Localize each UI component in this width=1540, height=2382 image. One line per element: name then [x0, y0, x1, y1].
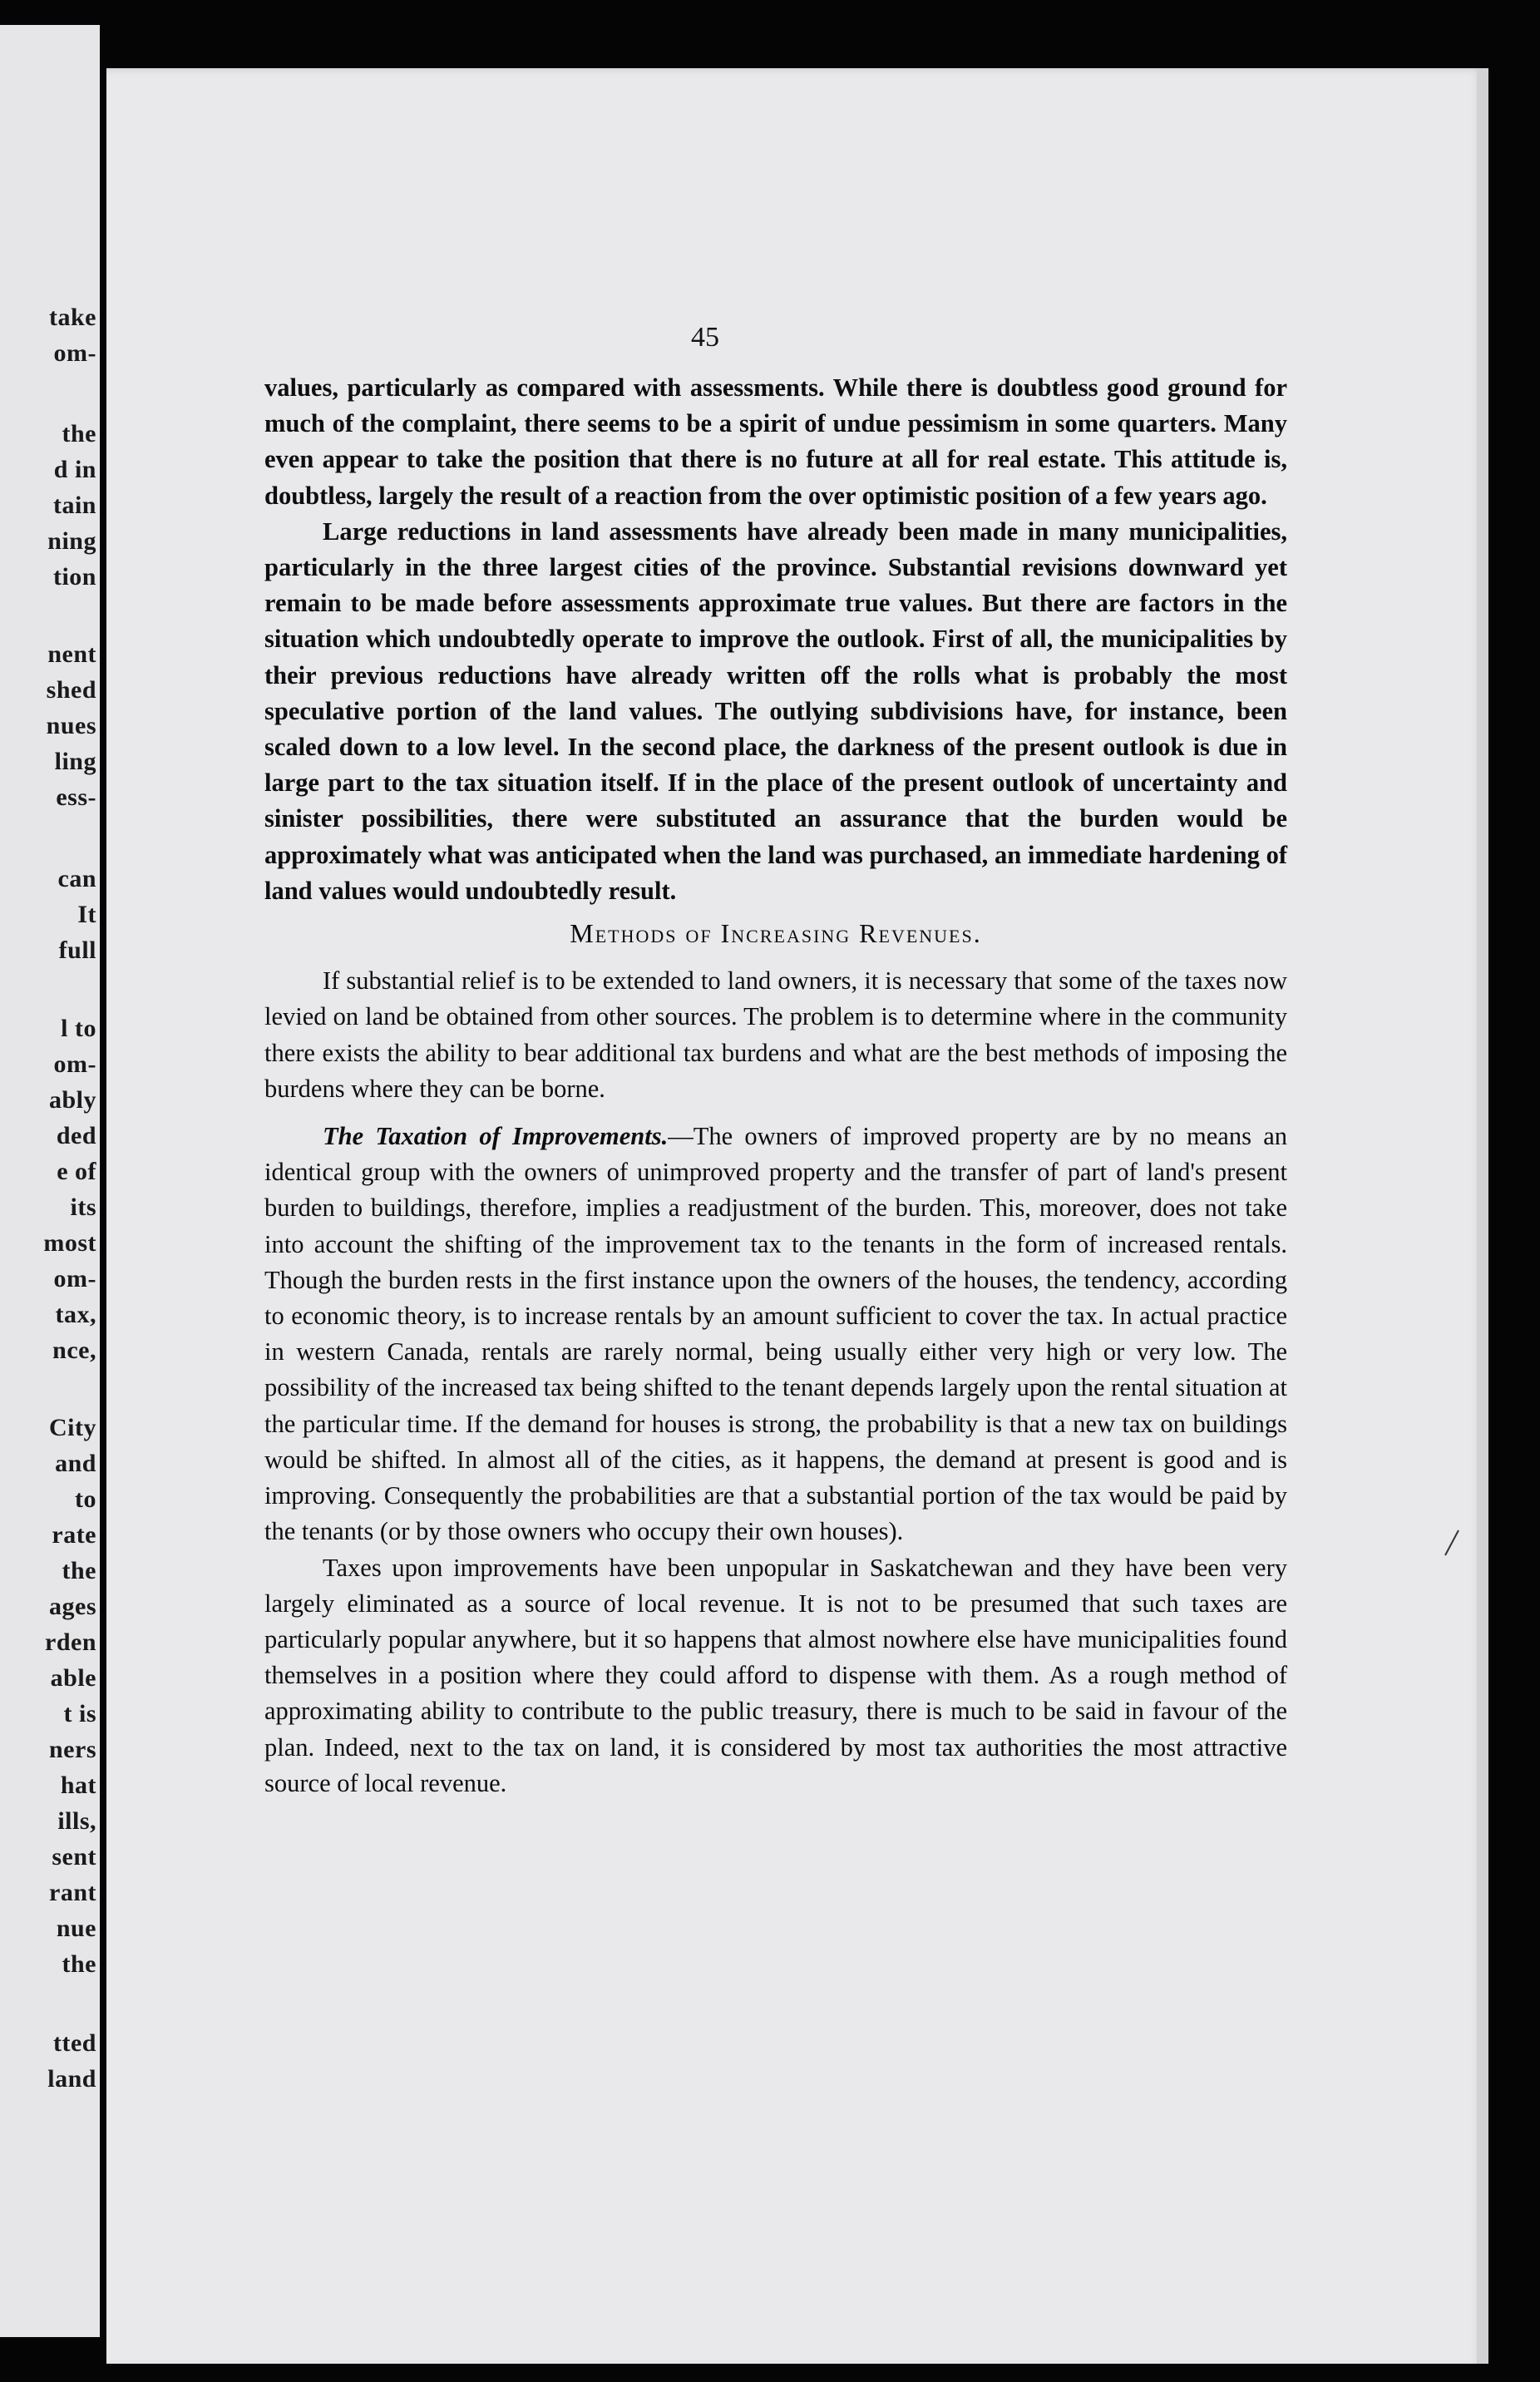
previous-page-fragment: t is [63, 1700, 96, 1727]
previous-page-fragment: the [62, 1950, 96, 1978]
previous-page-sliver [0, 25, 100, 2337]
body-text [264, 370, 1287, 1801]
previous-page-fragment: tted [53, 2029, 96, 2057]
previous-page-fragment: It [77, 901, 96, 928]
paragraph-3: If substantial relief is to be extended to land owners, it is necessary that some of the taxes now levied on land be obtained from other sources. The problem is to determine where in the community there exists the ability to bear additional tax burdens and what are the best methods of imposing the burdens where they can be borne. [264, 966, 1287, 1103]
previous-page-fragment: take [49, 304, 96, 331]
previous-page-fragment: City [49, 1414, 96, 1441]
previous-page-fragment: nues [46, 712, 96, 739]
previous-page-fragment: can [57, 865, 96, 892]
previous-page-fragment: ning [47, 527, 96, 555]
previous-page-fragment: tain [52, 492, 96, 519]
previous-page-fragment: ages [49, 1593, 96, 1620]
previous-page-fragment: rate [52, 1521, 96, 1549]
previous-page-fragment: to [75, 1485, 96, 1513]
previous-page-fragment: full [58, 936, 96, 964]
run-in-heading: The Taxation of Improvements. [323, 1122, 669, 1151]
previous-page-fragment: nce, [52, 1337, 96, 1364]
previous-page-fragment: nent [47, 640, 96, 668]
previous-page-fragment: tax, [55, 1301, 96, 1328]
previous-page-fragment: the [62, 1557, 96, 1584]
previous-page-fragment: ably [48, 1086, 96, 1114]
previous-page-fragment: the [62, 420, 96, 447]
paragraph-4-text: —The owners of improved property are by no means an identical group with the owners of unimproved property and the transfer of part of land's present burden to buildings, therefore, implies a readjustment of the burden. This, moreover, does not take into account the shifting of the improvement tax to the tenants in the form of increased rentals. Though the burden rests in the first instance upon the owners of the houses, the tendency, according to economic theory, is to increase rentals by an amount sufficient to cover the tax. In actual practice in western Canada, rentals are rarely normal, being usually either very high or very low. The possibility of the increased tax being shifted to the tenant depends largely upon the rental situation at the particular time. If the demand for houses is strong, the probability is that a new tax on buildings would be shifted. In almost all of the cities, as it happens, the demand at present is good and is improving. Consequently the probabilities are that a substantial portion of the tax would be paid by the tenants (or by those owners who occupy their own houses). [264, 1122, 1287, 1546]
previous-page-fragment: e of [57, 1158, 96, 1185]
previous-page-fragment: ess- [56, 783, 96, 811]
paragraph-5: Taxes upon improvements have been unpopular in Saskatchewan and they have been very largely eliminated as a source of local revenue. It is not to be presumed that such taxes are particularly popular anywhere, but it so happens that almost nowhere else have municipalities found themselves in a position where they could afford to dispense with them. As a rough method of approximating ability to contribute to the public treasury, there is much to be said in favour of the plan. Indeed, next to the tax on land, it is considered by most tax authorities the most attractive source of local revenue. [264, 1553, 1287, 1797]
previous-page-fragment: and [55, 1450, 96, 1477]
book-page [106, 68, 1488, 2364]
paragraph-1: values, particularly as compared with assessments. While there is doubtless good ground for much of the complaint, there seems to be a spirit of undue pessimism in some quarters. Many even appear to take the position that there is no future at all for real estate. This attitude is, doubtless, largely the result of a reaction from the over optimistic position of a few years ago. [264, 373, 1287, 510]
previous-page-fragment: rant [49, 1879, 96, 1906]
previous-page-fragment: ills, [57, 1807, 96, 1835]
previous-page-fragment: om- [53, 339, 96, 367]
previous-page-fragment: d in [53, 456, 96, 483]
previous-page-fragment: sent [52, 1843, 96, 1871]
paragraph-4 [264, 1119, 1287, 1549]
previous-page-fragment: able [50, 1664, 96, 1692]
previous-page-fragment: om- [53, 1050, 96, 1078]
previous-page-fragment: hat [60, 1772, 96, 1799]
previous-page-fragment: l to [61, 1015, 96, 1042]
previous-page-fragment: its [70, 1193, 96, 1221]
paragraph-2: Large reductions in land assessments have already been made in many municipalities, particularly in the three largest cities of the province. Substantial revisions downward yet remain to be made before assessments approximate true values. But there are factors in the situation which undoubtedly operate to improve the outlook. First of all, the municipalities by their previous reductions have already written off the rolls what is probably the most speculative portion of the land values. The outlying subdivisions have, for instance, been scaled down to a low level. In the second place, the darkness of the present outlook is due in large part to the tax situation itself. If in the place of the present outlook of uncertainty and sinister possibilities, there were substituted an assurance that the burden would be approximately what was anticipated when the land was purchased, an immediate hardening of land values would undoubtedly result. [264, 516, 1287, 905]
previous-page-fragment: ded [56, 1122, 96, 1149]
previous-page-fragment: tion [52, 563, 96, 591]
previous-page-fragment: land [47, 2065, 96, 2093]
section-heading: Methods of Increasing Revenues. [570, 918, 982, 949]
previous-page-fragment: ners [49, 1736, 96, 1763]
previous-page-fragment: most [43, 1229, 96, 1257]
previous-page-fragment: shed [46, 676, 96, 704]
previous-page-fragment: ling [54, 748, 96, 775]
previous-page-fragment: om- [53, 1265, 96, 1292]
previous-page-fragment: nue [56, 1915, 96, 1942]
page-number: 45 [691, 322, 719, 353]
previous-page-fragment: rden [45, 1628, 96, 1656]
page-edge-shadow [1477, 68, 1488, 2364]
